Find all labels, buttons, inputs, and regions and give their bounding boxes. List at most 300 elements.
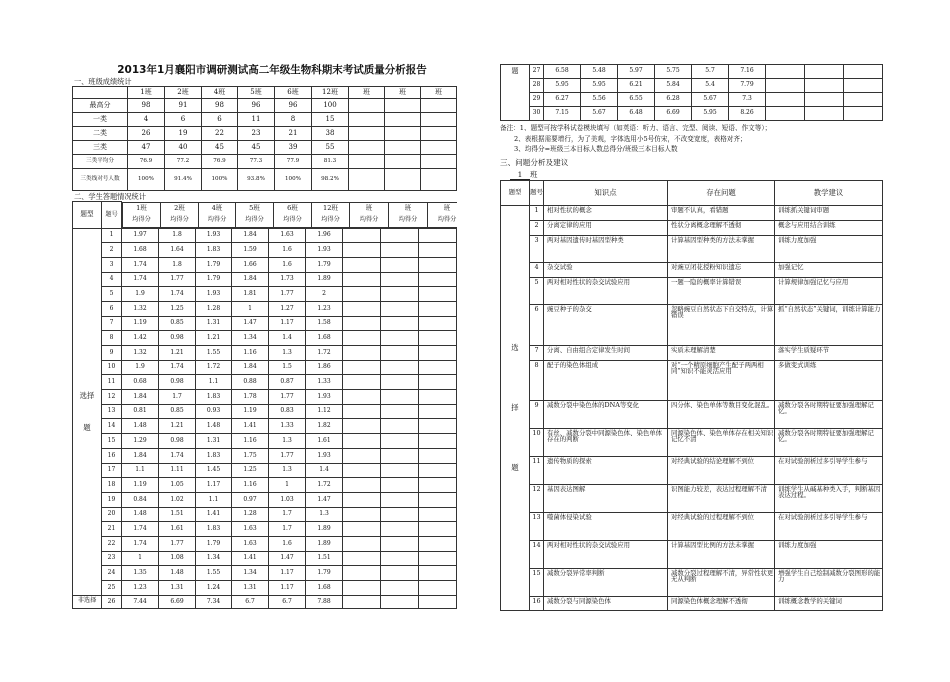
empty-score-cell — [381, 301, 419, 316]
empty-score-cell — [343, 566, 381, 581]
score-cell: 1.48 — [122, 507, 159, 522]
empty-score-cell — [343, 272, 381, 287]
class-stats-cell: 100% — [275, 169, 312, 191]
answer-stats-row — [73, 243, 457, 258]
class-column-subheader: 均得分 — [350, 215, 389, 228]
knowledge-point: 减数分裂与同源染色体 — [544, 596, 668, 610]
score-cell: 1.77 — [159, 272, 196, 287]
score-cell: 1.55 — [196, 566, 232, 581]
score-cell: 1.17 — [269, 581, 306, 596]
class-stats-cell: 77.9 — [275, 155, 312, 169]
empty-score-cell — [381, 316, 419, 331]
score-cell: 1.77 — [269, 448, 306, 463]
score-cell: 0.97 — [232, 492, 269, 507]
existing-problem: 对经典试验的结论理解不到位 — [668, 456, 775, 484]
score-cell: 0.98 — [159, 331, 196, 346]
score-cell: 1.74 — [122, 522, 159, 537]
question-number-cell: 26 — [102, 595, 122, 608]
question-number-cell: 8 — [102, 331, 122, 346]
score-cell: 1 — [269, 478, 306, 493]
score-cell: 0.85 — [159, 404, 196, 419]
question-number-cell: 13 — [102, 404, 122, 419]
question-number-cell: 7 — [102, 316, 122, 331]
teaching-suggestion: 增强学生自己绘制减数分裂图形的能力 — [775, 568, 883, 596]
class-stats-row-label: 三类线对号人数 — [73, 169, 128, 191]
existing-problem: 计算基因型比例的方法未掌握 — [668, 540, 775, 568]
question-number-cell: 18 — [102, 478, 122, 493]
score-cell: 6.7 — [269, 595, 306, 608]
class-column-subheader: 均得分 — [274, 215, 312, 228]
empty-score-cell — [381, 595, 419, 608]
empty-score-cell — [381, 272, 419, 287]
score-cell: 0.87 — [269, 375, 306, 390]
empty-score-cell — [343, 301, 381, 316]
score-cell: 1.48 — [196, 419, 232, 434]
empty-score-cell — [381, 448, 419, 463]
empty-score-cell — [343, 581, 381, 596]
answer-stats-row — [501, 65, 883, 79]
class-header-cell: 12班 — [312, 87, 349, 99]
score-cell: 8.26 — [729, 107, 766, 121]
existing-problem: 计算基因型种类的方法未掌握 — [668, 235, 775, 262]
analysis-row — [501, 262, 883, 277]
analysis-number: 1 — [530, 205, 544, 220]
existing-problem: 实质未理解清楚 — [668, 345, 775, 360]
analysis-number: 15 — [530, 568, 544, 596]
analysis-row — [501, 235, 883, 262]
question-number-cell: 11 — [102, 375, 122, 390]
class-stats-row-label: 最高分 — [73, 99, 128, 113]
class-stats-row — [73, 99, 457, 113]
analysis-row — [501, 568, 883, 596]
score-cell: 6.69 — [159, 595, 196, 608]
teaching-suggestion: 概念与应用结合训练 — [775, 220, 883, 235]
class-stats-cell: 39 — [275, 141, 312, 155]
empty-score-cell — [381, 463, 419, 478]
choice-type-label: 选择题 — [73, 228, 102, 595]
empty-score-cell — [381, 478, 419, 493]
empty-score-cell — [844, 107, 883, 121]
score-cell: 1.31 — [196, 434, 232, 449]
question-number-cell: 12 — [102, 390, 122, 405]
score-cell: 1.82 — [306, 419, 343, 434]
class-stats-cell — [349, 169, 385, 191]
score-cell: 1.77 — [269, 287, 306, 302]
score-cell: 1.74 — [159, 448, 196, 463]
class-stats-row — [73, 113, 457, 127]
knowledge-point: 相对性状的概念 — [544, 205, 668, 220]
question-number-cell: 30 — [530, 107, 544, 121]
score-cell: 1.25 — [232, 463, 269, 478]
analysis-row — [501, 456, 883, 484]
score-cell: 1.8 — [159, 257, 196, 272]
existing-problem: 识图能力较差，表达过程理解不清 — [668, 484, 775, 512]
empty-score-cell — [343, 536, 381, 551]
score-cell: 1.19 — [122, 478, 159, 493]
empty-score-cell — [343, 522, 381, 537]
score-cell: 0.81 — [122, 404, 159, 419]
analysis-number: 12 — [530, 484, 544, 512]
class-stats-cell: 6 — [202, 113, 238, 127]
score-cell: 5.97 — [618, 65, 655, 79]
answer-stats-row — [73, 566, 457, 581]
score-cell: 1.89 — [306, 522, 343, 537]
answer-stats-row — [73, 522, 457, 537]
knowledge-point: 豌豆种子的杂交 — [544, 304, 668, 345]
score-cell: 1.25 — [159, 301, 196, 316]
empty-score-cell — [419, 360, 457, 375]
score-cell: 1.84 — [232, 228, 269, 243]
class-stats-cell — [385, 99, 421, 113]
class-stats-cell: 23 — [238, 127, 275, 141]
analysis-number: 13 — [530, 512, 544, 540]
score-cell: 1.31 — [232, 581, 269, 596]
answer-stats-row — [501, 79, 883, 93]
analysis-row — [501, 304, 883, 345]
analysis-row — [501, 205, 883, 220]
score-cell: 5.95 — [692, 107, 729, 121]
score-cell: 1 — [122, 551, 159, 566]
empty-score-cell — [381, 257, 419, 272]
score-cell: 5.48 — [581, 65, 618, 79]
empty-score-cell — [381, 390, 419, 405]
answer-stats-continued-table — [500, 64, 883, 121]
score-cell: 1.73 — [269, 272, 306, 287]
existing-problem: 对豌豆闭花授粉知识遗忘 — [668, 262, 775, 277]
section-class-stats-heading: 一、班级成绩统计 — [74, 77, 132, 86]
knowledge-point: 分离、自由组合定律发生时间 — [544, 345, 668, 360]
class-stats-cell: 81.3 — [312, 155, 349, 169]
answer-stats-row — [73, 595, 457, 608]
right-column — [500, 64, 882, 611]
class-stats-cell: 8 — [275, 113, 312, 127]
class-stats-cell: 98.2% — [312, 169, 349, 191]
class-stats-row-label: 三类平均分 — [73, 155, 128, 169]
score-cell: 1.31 — [196, 316, 232, 331]
existing-problem: 减数分裂过程理解不清，异常性状更无从判断 — [668, 568, 775, 596]
score-cell: 1.28 — [232, 507, 269, 522]
empty-score-cell — [419, 301, 457, 316]
score-cell: 6.27 — [544, 93, 581, 107]
score-cell: 7.3 — [729, 93, 766, 107]
score-cell: 5.95 — [581, 79, 618, 93]
score-cell: 0.68 — [122, 375, 159, 390]
score-cell: 5.95 — [544, 79, 581, 93]
empty-score-cell — [766, 107, 805, 121]
question-number-cell: 3 — [102, 257, 122, 272]
class-column-header: 12班 — [312, 202, 350, 215]
class-column-subheader: 均得分 — [123, 215, 161, 228]
score-cell: 7.44 — [122, 595, 159, 608]
class-stats-cell: 40 — [165, 141, 202, 155]
empty-score-cell — [343, 346, 381, 361]
knowledge-point: 噬菌体侵染试验 — [544, 512, 668, 540]
header-suggestions: 教学建议 — [775, 180, 883, 205]
teaching-suggestion: 训练力度加强 — [775, 540, 883, 568]
teaching-suggestion: 加强记忆 — [775, 262, 883, 277]
score-cell: 1.17 — [269, 316, 306, 331]
analysis-number: 11 — [530, 456, 544, 484]
class-stats-row-label: 二类 — [73, 127, 128, 141]
score-cell: 1.81 — [232, 287, 269, 302]
score-cell: 1.79 — [306, 257, 343, 272]
empty-score-cell — [381, 287, 419, 302]
score-cell: 1.93 — [306, 448, 343, 463]
score-cell: 5.56 — [581, 93, 618, 107]
analysis-row — [501, 596, 883, 610]
existing-problem: 审题不认真，看错题 — [668, 205, 775, 220]
question-number-cell: 22 — [102, 536, 122, 551]
answer-stats-row — [73, 375, 457, 390]
analysis-row — [501, 277, 883, 304]
class-stats-row — [73, 155, 457, 169]
knowledge-point: 两对相对性状的杂交试验应用 — [544, 540, 668, 568]
analysis-row — [501, 220, 883, 235]
score-cell: 1.83 — [196, 390, 232, 405]
teaching-suggestion: 落实学生质疑环节 — [775, 345, 883, 360]
score-cell: 7.88 — [306, 595, 343, 608]
answer-stats-row — [73, 257, 457, 272]
empty-score-cell — [381, 566, 419, 581]
teaching-suggestion: 训练力度加强 — [775, 235, 883, 262]
score-cell: 5.4 — [692, 79, 729, 93]
score-cell: 1.6 — [269, 243, 306, 258]
empty-score-cell — [419, 595, 457, 608]
empty-score-cell — [343, 375, 381, 390]
empty-score-cell — [343, 243, 381, 258]
empty-score-cell — [419, 551, 457, 566]
score-cell: 1.79 — [196, 536, 232, 551]
score-cell: 1.78 — [232, 390, 269, 405]
empty-score-cell — [419, 272, 457, 287]
score-cell: 1.17 — [196, 478, 232, 493]
answer-stats-class-headers — [122, 202, 457, 228]
class-stats-cell — [385, 169, 421, 191]
analysis-header-row — [501, 180, 883, 205]
empty-score-cell — [419, 492, 457, 507]
class-stats-cell — [349, 113, 385, 127]
score-cell: 1.74 — [159, 360, 196, 375]
knowledge-point: 配子的染色体组成 — [544, 360, 668, 400]
class-column-header: 班 — [428, 202, 457, 215]
score-cell: 0.93 — [196, 404, 232, 419]
score-cell: 1.1 — [196, 492, 232, 507]
score-cell: 1.6 — [269, 536, 306, 551]
score-cell: 1.79 — [196, 257, 232, 272]
note-2: 2、表根据需要增行，为了美观，字体选用小5号仿宋，不改变宽度，表格对齐； — [514, 134, 747, 143]
empty-score-cell — [343, 507, 381, 522]
question-number-cell: 25 — [102, 581, 122, 596]
empty-score-cell — [343, 448, 381, 463]
question-number-cell: 15 — [102, 434, 122, 449]
score-cell: 1.66 — [232, 257, 269, 272]
score-cell: 1.41 — [232, 551, 269, 566]
section-analysis-heading: 三、问题分析及建议 — [500, 157, 569, 167]
question-number-cell: 1 — [102, 228, 122, 243]
score-cell: 1.84 — [232, 272, 269, 287]
analysis-row — [501, 345, 883, 360]
score-cell: 1.05 — [159, 478, 196, 493]
empty-score-cell — [419, 390, 457, 405]
teaching-suggestion: 训练学生从碱基种类入手，判断基因表达过程。 — [775, 484, 883, 512]
existing-problem: 对经典试验的过程理解不到位 — [668, 512, 775, 540]
existing-problem: 对“一个精原细胞产生配子两两相同”知识不能灵活应用 — [668, 360, 775, 400]
score-cell: 1.27 — [269, 301, 306, 316]
analysis-number: 14 — [530, 540, 544, 568]
answer-stats-row — [73, 448, 457, 463]
score-cell: 1.93 — [196, 228, 232, 243]
class-column-header: 2班 — [161, 202, 199, 215]
analysis-number: 4 — [530, 262, 544, 277]
score-cell: 1.7 — [159, 390, 196, 405]
knowledge-point: 减数分裂异常率判断 — [544, 568, 668, 596]
score-cell: 1.16 — [232, 346, 269, 361]
score-cell: 0.98 — [159, 375, 196, 390]
knowledge-point: 杂交试验 — [544, 262, 668, 277]
note-1: 备注：1、题型可按学科试卷模块填写（如英语：听力、语言、完型、阅读、短语、作文等）； — [500, 124, 772, 132]
class-header-cell: 1班 — [128, 87, 165, 99]
score-cell: 1.63 — [269, 228, 306, 243]
class-stats-cell: 76.9 — [128, 155, 165, 169]
analysis-type-label: 选择题 — [501, 205, 530, 610]
analysis-number: 3 — [530, 235, 544, 262]
score-cell: 0.98 — [159, 434, 196, 449]
score-cell: 1.9 — [122, 287, 159, 302]
empty-score-cell — [419, 257, 457, 272]
class-stats-cell: 26 — [128, 127, 165, 141]
class-column-header: 班 — [350, 202, 389, 215]
answer-stats-row — [73, 390, 457, 405]
answer-stats-row — [73, 331, 457, 346]
class-stats-cell: 93.8% — [238, 169, 275, 191]
score-cell: 6.48 — [618, 107, 655, 121]
class-stats-cell: 76.9 — [202, 155, 238, 169]
score-cell: 1.51 — [159, 507, 196, 522]
analysis-row — [501, 512, 883, 540]
class-stats-row — [73, 141, 457, 155]
score-cell: 1.35 — [122, 566, 159, 581]
score-cell: 1.19 — [122, 316, 159, 331]
class-column-header: 1班 — [123, 202, 161, 215]
score-cell: 7.79 — [729, 79, 766, 93]
score-cell: 1.7 — [269, 522, 306, 537]
answer-stats-row — [73, 419, 457, 434]
score-cell: 1.28 — [196, 301, 232, 316]
empty-score-cell — [419, 448, 457, 463]
class-stats-cell — [385, 141, 421, 155]
analysis-number: 8 — [530, 360, 544, 400]
existing-problem: 同源染色体概念理解不透彻 — [668, 596, 775, 610]
note-3: 3、均得分=班级三本目标人数总得分/班级三本目标人数 — [514, 145, 678, 153]
class-stats-cell: 98 — [202, 99, 238, 113]
score-cell: 7.15 — [544, 107, 581, 121]
score-cell: 1.61 — [306, 434, 343, 449]
class-stats-cell — [421, 155, 457, 169]
class-stats-cell: 98 — [128, 99, 165, 113]
class-stats-cell — [349, 155, 385, 169]
class-stats-cell: 45 — [238, 141, 275, 155]
answer-stats-header-row — [73, 202, 457, 229]
score-cell: 1.21 — [159, 346, 196, 361]
score-cell: 1.47 — [232, 316, 269, 331]
score-cell: 1.34 — [232, 566, 269, 581]
score-cell: 1.83 — [196, 448, 232, 463]
empty-score-cell — [766, 79, 805, 93]
empty-score-cell — [805, 79, 844, 93]
teaching-suggestion: 训练抓关键词审题 — [775, 205, 883, 220]
empty-score-cell — [343, 228, 381, 243]
score-cell: 1 — [232, 301, 269, 316]
empty-score-cell — [343, 551, 381, 566]
score-cell: 1.45 — [196, 463, 232, 478]
score-cell: 1.34 — [196, 551, 232, 566]
empty-score-cell — [419, 581, 457, 596]
empty-score-cell — [419, 536, 457, 551]
empty-score-cell — [419, 463, 457, 478]
empty-score-cell — [381, 346, 419, 361]
score-cell: 1.75 — [232, 448, 269, 463]
score-cell: 1.59 — [232, 243, 269, 258]
class-stats-row — [73, 169, 457, 191]
class-header-cell: 班 — [385, 87, 421, 99]
score-cell: 0.88 — [232, 375, 269, 390]
header-question-type: 题型 — [73, 202, 102, 229]
class-stats-cell: 100% — [128, 169, 165, 191]
answer-stats-row — [73, 551, 457, 566]
question-number-cell: 9 — [102, 346, 122, 361]
analysis-row — [501, 428, 883, 456]
empty-score-cell — [343, 390, 381, 405]
knowledge-point: 有丝、减数分裂中同源染色体、染色单体存在的判断 — [544, 428, 668, 456]
empty-score-cell — [381, 536, 419, 551]
empty-score-cell — [419, 404, 457, 419]
answer-stats-row — [73, 581, 457, 596]
teaching-suggestion: 训练概念教学的关键词 — [775, 596, 883, 610]
empty-score-cell — [343, 404, 381, 419]
answer-stats-row — [73, 360, 457, 375]
question-number-cell: 6 — [102, 301, 122, 316]
analysis-row — [501, 540, 883, 568]
empty-score-cell — [381, 404, 419, 419]
answer-stats-row — [73, 478, 457, 493]
header-type: 题型 — [501, 180, 530, 205]
empty-score-cell — [419, 375, 457, 390]
class-column-subheader: 均得分 — [389, 215, 428, 228]
score-cell: 1.42 — [122, 331, 159, 346]
score-cell: 5.67 — [581, 107, 618, 121]
empty-score-cell — [343, 287, 381, 302]
empty-score-cell — [419, 434, 457, 449]
score-cell: 1.77 — [159, 536, 196, 551]
empty-score-cell — [766, 93, 805, 107]
report-title: 2013年1月襄阳市调研测试高二年级生物科期末考试质量分析报告 — [117, 64, 427, 76]
class-label — [510, 169, 882, 180]
answer-stats-row — [73, 272, 457, 287]
score-cell: 1.47 — [306, 492, 343, 507]
header-number: 题号 — [530, 180, 544, 205]
teaching-suggestion: 在对试验剖析过多引导学生参与 — [775, 456, 883, 484]
class-column-header: 班 — [389, 202, 428, 215]
score-cell: 1.89 — [306, 536, 343, 551]
score-cell: 1.4 — [306, 463, 343, 478]
class-stats-cell: 45 — [202, 141, 238, 155]
empty-score-cell — [343, 331, 381, 346]
teaching-suggestion: 减数分裂各时期特征要加强理解记忆。 — [775, 428, 883, 456]
existing-problem: 忽略豌豆自然状态下自交特点，计算错误 — [668, 304, 775, 345]
question-number-cell: 28 — [530, 79, 544, 93]
empty-score-cell — [805, 93, 844, 107]
score-cell: 1.17 — [269, 566, 306, 581]
